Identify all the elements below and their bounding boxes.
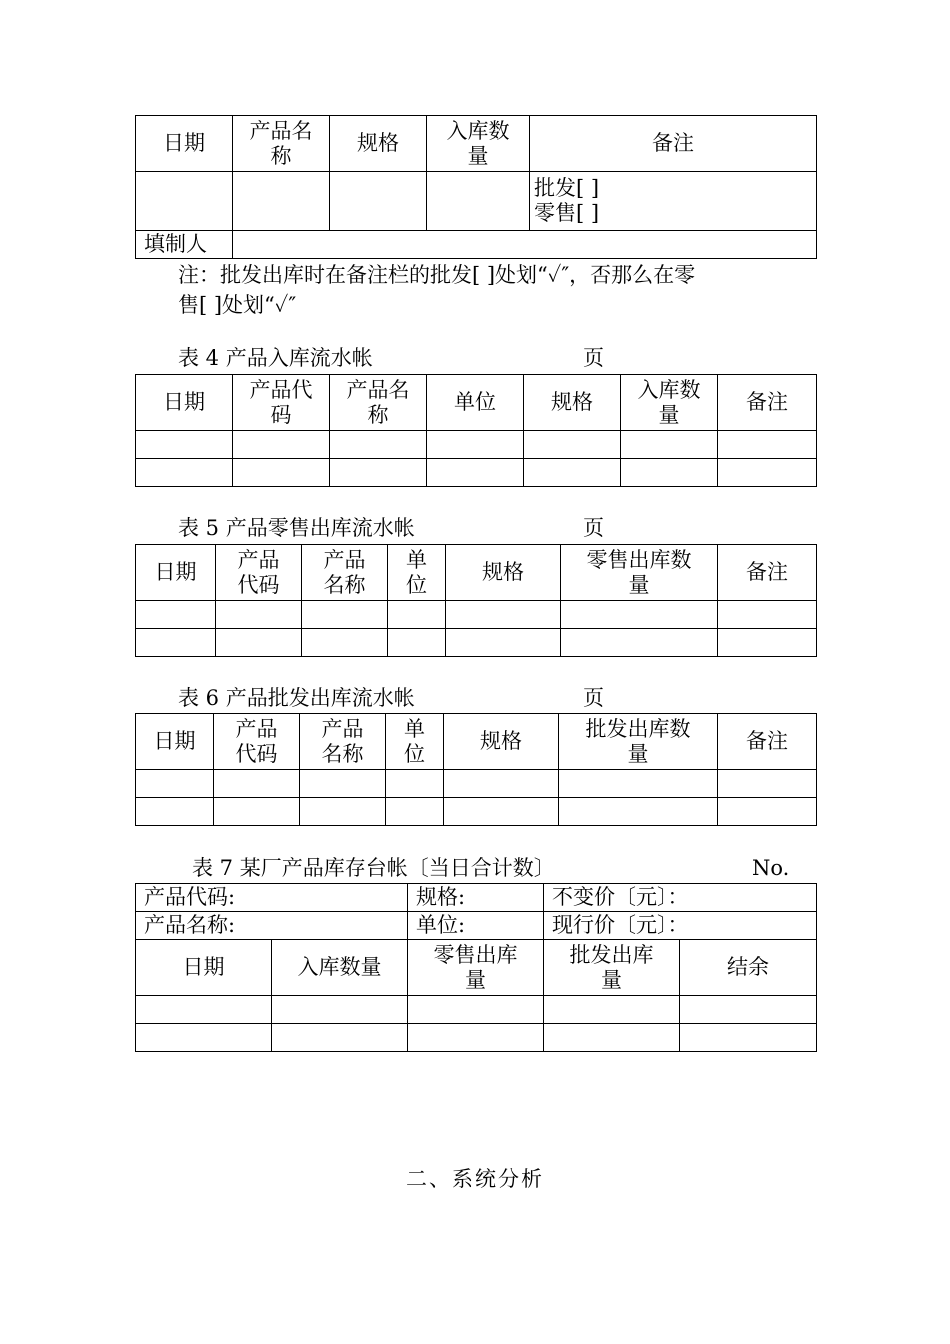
header-date: 日期 (136, 375, 233, 431)
table-row (136, 996, 817, 1024)
header-inbound-qty: 入库数量 (272, 940, 408, 996)
cell-empty[interactable] (233, 431, 330, 459)
header-retail-qty: 零售出库数量 (561, 545, 718, 601)
cell-empty[interactable] (544, 996, 680, 1024)
table4-page-label: 页 (583, 346, 604, 370)
note-line-2: 售[ ]处划“✓″ (178, 293, 297, 317)
header-product-code: 产品代码 (214, 714, 300, 770)
header-inbound-qty: 入库数量 (621, 375, 718, 431)
cell-empty[interactable] (427, 459, 524, 487)
header-spec: 规格 (446, 545, 561, 601)
cell-empty[interactable] (136, 172, 233, 231)
cell-empty[interactable] (233, 172, 330, 231)
cell-empty[interactable] (408, 996, 544, 1024)
cell-empty[interactable] (446, 629, 561, 657)
cell-empty[interactable] (718, 431, 817, 459)
section-heading: 二、系统分析 (406, 1167, 544, 1191)
cell-empty[interactable] (718, 770, 817, 798)
header-product-name: 产品名称 (233, 116, 330, 172)
header-wholesale-qty: 批发出库量 (544, 940, 680, 996)
cell-empty[interactable] (718, 798, 817, 826)
table-row (136, 629, 817, 657)
remark-wholesale: 批发[ ] (534, 176, 600, 200)
retail-outbound-ledger-table (135, 544, 817, 657)
table6-title: 表 6 产品批发出库流水帐 (178, 686, 415, 710)
header-unit: 单位 (386, 714, 444, 770)
header-remark: 备注 (718, 714, 817, 770)
remark-cell[interactable] (530, 172, 817, 231)
cell-empty[interactable] (136, 629, 216, 657)
table-row (136, 1024, 817, 1052)
info-product-name: 产品名称: (136, 912, 408, 940)
cell-empty[interactable] (524, 459, 621, 487)
header-product-code: 产品代码 (216, 545, 302, 601)
cell-empty[interactable] (216, 601, 302, 629)
remark-retail: 零售[ ] (534, 201, 600, 225)
cell-empty[interactable] (427, 431, 524, 459)
cell-empty[interactable] (136, 431, 233, 459)
cell-empty[interactable] (388, 629, 446, 657)
inbound-receipt-table (135, 115, 817, 259)
table-row (136, 601, 817, 629)
cell-empty[interactable] (136, 601, 216, 629)
inventory-ledger-table (135, 883, 817, 1052)
cell-empty[interactable] (136, 1024, 272, 1052)
filler-label: 填制人 (136, 231, 233, 259)
note-line-1: 注：批发出库时在备注栏的批发[ ]处划“✓″，否那么在零 (178, 263, 696, 287)
cell-empty[interactable] (561, 601, 718, 629)
cell-empty[interactable] (330, 172, 427, 231)
cell-empty[interactable] (718, 459, 817, 487)
header-balance: 结余 (680, 940, 817, 996)
header-unit: 单位 (427, 375, 524, 431)
cell-empty[interactable] (330, 431, 427, 459)
header-retail-qty: 零售出库量 (408, 940, 544, 996)
header-date: 日期 (136, 116, 233, 172)
table5-page-label: 页 (583, 516, 604, 540)
header-date: 日期 (136, 545, 216, 601)
cell-empty[interactable] (136, 798, 214, 826)
cell-empty[interactable] (214, 770, 300, 798)
cell-empty[interactable] (302, 629, 388, 657)
table-row (136, 431, 817, 459)
info-spec: 规格: (408, 884, 544, 912)
cell-empty[interactable] (444, 798, 559, 826)
wholesale-outbound-ledger-table (135, 713, 817, 826)
cell-empty[interactable] (718, 601, 817, 629)
cell-empty[interactable] (136, 770, 214, 798)
header-date: 日期 (136, 940, 272, 996)
header-remark: 备注 (718, 375, 817, 431)
cell-empty[interactable] (388, 601, 446, 629)
cell-empty[interactable] (136, 996, 272, 1024)
cell-empty[interactable] (408, 1024, 544, 1052)
info-current-price: 现行价〔元〕： (544, 912, 817, 940)
header-product-name: 产品名称 (302, 545, 388, 601)
table-row (136, 459, 817, 487)
cell-empty[interactable] (300, 798, 386, 826)
cell-empty[interactable] (446, 601, 561, 629)
header-spec: 规格 (444, 714, 559, 770)
info-product-code: 产品代码: (136, 884, 408, 912)
table4-title: 表 4 产品入库流水帐 (178, 346, 373, 370)
table-row (136, 798, 817, 826)
cell-empty[interactable] (559, 798, 718, 826)
cell-empty[interactable] (544, 1024, 680, 1052)
table6-page-label: 页 (583, 686, 604, 710)
cell-empty[interactable] (386, 770, 444, 798)
cell-empty[interactable] (561, 629, 718, 657)
cell-empty[interactable] (272, 996, 408, 1024)
cell-empty[interactable] (680, 1024, 817, 1052)
header-remark: 备注 (530, 116, 817, 172)
cell-empty[interactable] (300, 770, 386, 798)
info-unit: 单位: (408, 912, 544, 940)
cell-empty[interactable] (524, 431, 621, 459)
cell-empty[interactable] (214, 798, 300, 826)
cell-empty[interactable] (136, 459, 233, 487)
cell-empty[interactable] (718, 629, 817, 657)
header-wholesale-qty: 批发出库数量 (559, 714, 718, 770)
table-row (136, 770, 817, 798)
cell-empty[interactable] (680, 996, 817, 1024)
header-date: 日期 (136, 714, 214, 770)
inbound-ledger-table (135, 374, 817, 487)
cell-empty[interactable] (621, 431, 718, 459)
filler-value[interactable] (233, 231, 817, 259)
header-inbound-qty: 入库数量 (427, 116, 530, 172)
cell-empty[interactable] (330, 459, 427, 487)
cell-empty[interactable] (272, 1024, 408, 1052)
table7-no-label: No. (752, 856, 790, 880)
header-product-code: 产品代码 (233, 375, 330, 431)
header-product-name: 产品名称 (300, 714, 386, 770)
cell-empty[interactable] (216, 629, 302, 657)
note (178, 260, 695, 320)
header-unit: 单位 (388, 545, 446, 601)
cell-empty[interactable] (444, 770, 559, 798)
info-fixed-price: 不变价〔元〕： (544, 884, 817, 912)
header-spec: 规格 (330, 116, 427, 172)
cell-empty[interactable] (302, 601, 388, 629)
cell-empty[interactable] (559, 770, 718, 798)
cell-empty[interactable] (427, 172, 530, 231)
table7-title: 表 7 某厂产品库存台帐〔当日合计数〕 (192, 856, 555, 880)
header-spec: 规格 (524, 375, 621, 431)
header-remark: 备注 (718, 545, 817, 601)
cell-empty[interactable] (233, 459, 330, 487)
cell-empty[interactable] (621, 459, 718, 487)
cell-empty[interactable] (386, 798, 444, 826)
table5-title: 表 5 产品零售出库流水帐 (178, 516, 415, 540)
header-product-name: 产品名称 (330, 375, 427, 431)
